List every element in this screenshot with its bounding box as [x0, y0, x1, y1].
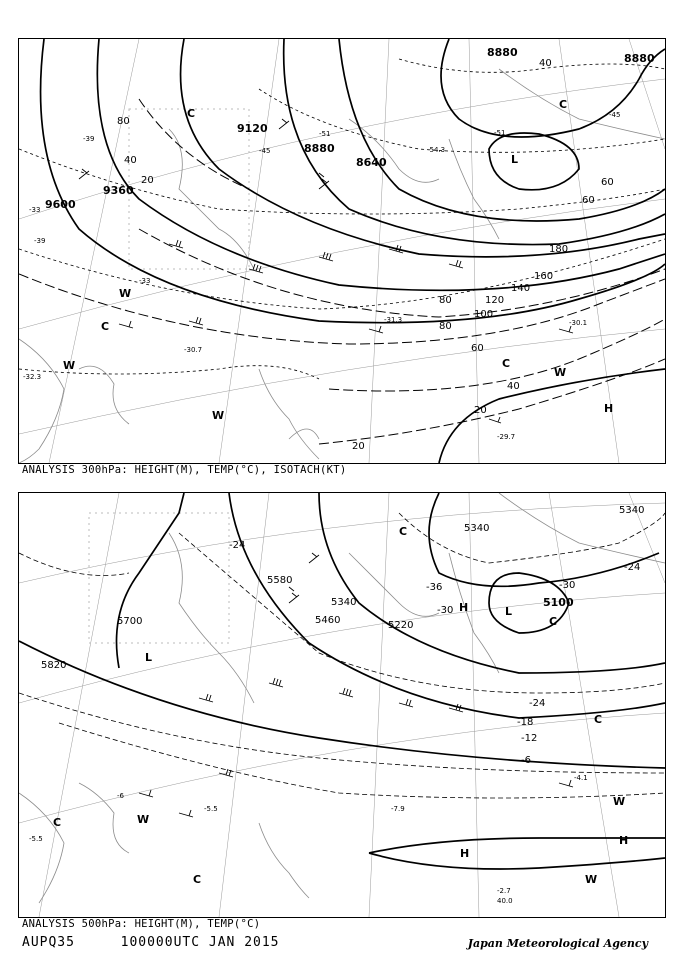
warm-label: W: [212, 409, 225, 422]
low-label: L: [511, 153, 519, 166]
height-label: 9600: [45, 198, 76, 211]
temp-label: -30.1: [569, 319, 588, 327]
temp-label: -4.1: [574, 774, 588, 782]
temp-label: -2.7: [497, 887, 511, 895]
map-500hpa: [19, 493, 665, 917]
isotach-label: 40: [124, 155, 137, 166]
temp-label: -29.7: [497, 433, 516, 441]
height-label: 8880: [304, 142, 335, 155]
chart-id: AUPQ35: [22, 935, 75, 950]
warm-label: W: [63, 359, 76, 372]
temp-label: -54.3: [427, 146, 446, 154]
height-contours: [41, 39, 665, 463]
warm-label: W: [613, 795, 626, 808]
high-label: H: [459, 601, 469, 614]
isotachs: [19, 99, 665, 444]
isotach-label: 60: [601, 177, 614, 188]
temp-label: -33: [29, 206, 41, 214]
temp-label: -6: [521, 755, 531, 766]
graticule: [19, 39, 665, 463]
cold-label: C: [502, 357, 511, 370]
temp-label: -7.9: [391, 805, 405, 813]
valid-time: 100000UTC JAN 2015: [120, 935, 280, 950]
temp-label: -36: [426, 582, 443, 593]
height-label: 9360: [103, 184, 134, 197]
temp-label: -5.5: [29, 835, 43, 843]
temp-label: -18: [517, 717, 534, 728]
height-label: 5820: [41, 660, 67, 671]
height-label: 9120: [237, 122, 268, 135]
isotach-label: 60: [471, 343, 484, 354]
temp-label: -6: [117, 792, 124, 800]
temp-label: -24: [229, 540, 246, 551]
warm-label: W: [585, 873, 598, 886]
temp-label: -39: [34, 237, 46, 245]
high-label: H: [619, 834, 629, 847]
temp-label: -45: [609, 111, 621, 119]
temp-label: -30: [559, 580, 576, 591]
isotach-label: 20: [141, 175, 154, 186]
isotach-label: 180: [549, 244, 569, 255]
height-label: 5340: [331, 597, 357, 608]
temp-label: -39: [83, 135, 95, 143]
cold-label: C: [187, 107, 196, 120]
cold-label: C: [193, 873, 202, 886]
graticule: [19, 493, 665, 917]
height-contours: [19, 493, 665, 869]
temp-label: -51: [319, 130, 331, 138]
temp-label: -5.5: [204, 805, 218, 813]
temp-label: -31.3: [384, 316, 403, 324]
agency-credit: Japan Meteorological Agency: [467, 937, 648, 950]
height-label: 8880: [487, 46, 518, 59]
isotach-label: 40: [539, 58, 552, 69]
coastline: [19, 493, 665, 903]
low-label: L: [145, 651, 153, 664]
cold-label: C: [549, 615, 558, 628]
cold-label: C: [53, 816, 62, 829]
cold-label: C: [559, 98, 568, 111]
temp-label: -45: [259, 147, 271, 155]
height-label: 5340: [619, 505, 645, 516]
cold-label: C: [399, 525, 408, 538]
height-label: 5220: [388, 620, 414, 631]
cold-label: C: [594, 713, 603, 726]
map-panel-300hpa: [18, 38, 666, 464]
wind-barbs: [139, 553, 576, 817]
coastline: [19, 69, 665, 463]
height-label: 8640: [356, 156, 387, 169]
height-label: 5460: [315, 615, 341, 626]
low-label: L: [505, 605, 513, 618]
cold-label: C: [101, 320, 110, 333]
caption-300hpa: ANALYSIS 300hPa: HEIGHT(M), TEMP(°C), ISOTACH(KT): [22, 464, 347, 476]
isotach-label: 80: [439, 321, 452, 332]
wind-barbs: [79, 119, 573, 423]
height-label: 5700: [117, 616, 143, 627]
caption-500hpa: ANALYSIS 500hPa: HEIGHT(M), TEMP(°C): [22, 918, 261, 930]
height-label: 8880: [624, 52, 655, 65]
temp-label: -30: [437, 605, 454, 616]
terrain-hatch: [129, 109, 249, 269]
isotach-label: 20: [352, 441, 365, 452]
temp-label: -24: [624, 562, 641, 573]
temp-label: -30.7: [184, 346, 203, 354]
isotach-label: 40: [507, 381, 520, 392]
temp-label: -24: [529, 698, 546, 709]
map-300hpa: [19, 39, 665, 463]
temp-label: 40.0: [497, 897, 513, 905]
high-label: H: [604, 402, 614, 415]
temp-label: -33: [139, 277, 151, 285]
isotach-label: 60: [582, 195, 595, 206]
map-panel-500hpa: [18, 492, 666, 918]
isotherms: [19, 513, 665, 798]
isotach-label: 140: [511, 283, 531, 294]
isotach-label: 20: [474, 405, 487, 416]
height-label: 5580: [267, 575, 293, 586]
isotach-label: 120: [485, 295, 505, 306]
height-label: 5340: [464, 523, 490, 534]
terrain-hatch: [89, 513, 229, 643]
high-label: H: [460, 847, 470, 860]
temp-label: -12: [521, 733, 538, 744]
warm-label: W: [554, 366, 567, 379]
temp-label: -51: [494, 129, 506, 137]
warm-label: W: [119, 287, 132, 300]
height-label: 5100: [543, 596, 574, 609]
chart-code: [22, 935, 280, 950]
isotach-label: 80: [439, 295, 452, 306]
warm-label: W: [137, 813, 150, 826]
isotach-label: 100: [474, 309, 494, 320]
isotach-label: 80: [117, 116, 130, 127]
temp-label: -32.3: [23, 373, 42, 381]
isotach-label: 160: [534, 271, 554, 282]
isotherms: [19, 59, 665, 379]
